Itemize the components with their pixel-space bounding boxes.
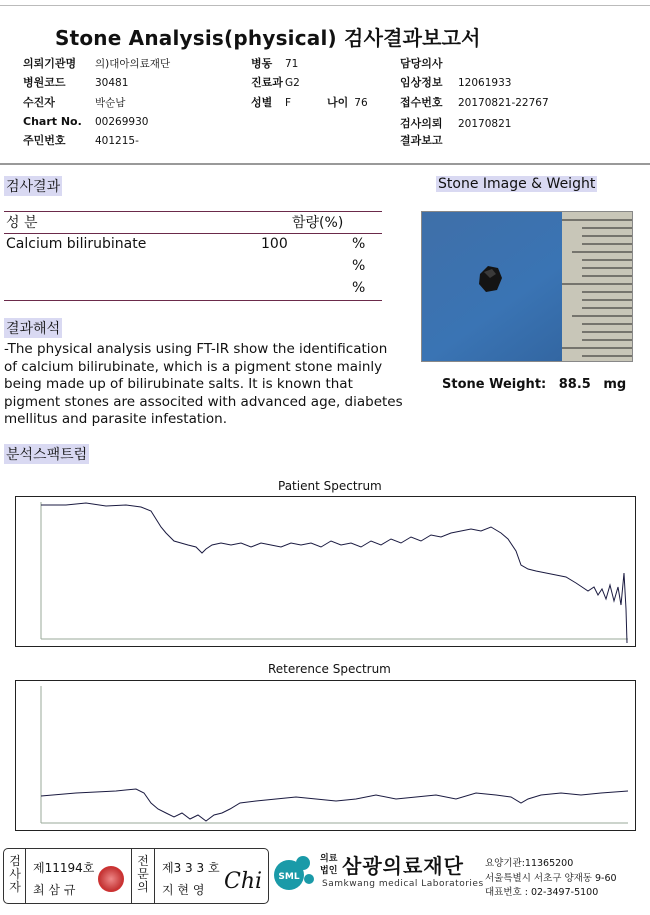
result-component: Calcium bilirubinate [6,236,147,252]
age-value: 76 [354,97,368,109]
ward-label: 병동 [251,57,273,70]
signature-divider [154,849,155,903]
institution-value: 의)대아의료재단 [95,58,171,70]
info-age [327,94,368,110]
receipt-value: 20170821-22767 [458,97,549,109]
patient-label: 수진자 [23,96,55,109]
info-chart [23,115,148,128]
stone-section-label: Stone Image & Weight [438,176,596,192]
table-header-line [4,233,382,234]
info-receipt [400,94,549,110]
org-phone: 대표번호 : 02-3497-5100 [485,887,599,898]
result-report-label: 결과보고 [400,134,443,147]
request-label: 검사의뢰 [400,117,443,130]
stone-weight-unit: mg [603,377,627,392]
stone-photo-graphic [422,212,633,362]
report-title: Stone Analysis(physical) 검사결과보고서 [55,26,481,50]
chart-value: 00269930 [95,116,149,128]
stone-weight-value: 88.5 [558,377,591,392]
result-unit: % [352,236,366,252]
results-section-label: 검사결과 [4,176,62,196]
institution-label: 의뢰기관명 [23,57,77,70]
sml-logo-icon [272,851,316,895]
info-result-report [400,132,458,148]
sex-value: F [285,97,292,109]
reference-spectrum-chart [15,680,636,831]
reference-spectrum-title: Reterence Spectrum [268,662,391,676]
age-label: 나이 [327,96,349,109]
spectrum-section-label: 분석스팩트럼 [4,444,89,464]
info-clinical [400,74,511,90]
signature-box [3,848,269,904]
result-amount: 100 [261,236,288,252]
hospital-code-label: 병원코드 [23,76,66,89]
org-name: 삼광의료재단 [342,854,464,878]
patient-spectrum-graphic [16,497,635,646]
clinical-value: 12061933 [458,77,512,89]
dept-value: G2 [285,77,300,89]
reference-spectrum-graphic [16,681,635,830]
interpretation-section-label: 결과해석 [4,318,62,338]
info-doctor [400,55,458,71]
dept-label: 진료과 [251,76,283,89]
col-amount-header: 함량(%) [292,215,344,231]
hospital-code-value: 30481 [95,77,129,89]
specialist-license: 제3 3 3 호 [162,861,220,875]
stone-photo [421,211,633,362]
stone-weight [442,377,626,392]
request-value: 20170821 [458,118,512,130]
col-component-header: 성 분 [6,215,38,231]
stone-weight-label: Stone Weight: [442,377,547,392]
org-prefix-1: 의료 [320,854,338,864]
info-request [400,115,511,131]
inspector-seal [98,866,124,892]
rrn-value: 401215- [95,135,139,147]
sml-logo [272,851,316,895]
org-english-name: Samkwang medical Laboratories [322,879,484,889]
chart-label: Chart No. [23,115,82,128]
rrn-label: 주민번호 [23,134,66,147]
info-patient [23,94,125,110]
result-unit: % [352,280,366,296]
specialist-vertical-label: 전문의 [137,854,149,894]
inspector-vertical-label: 검사자 [9,854,21,894]
patient-spectrum-chart [15,496,636,647]
specialist-name: 지 현 영 [162,883,205,897]
sex-label: 성별 [251,96,273,109]
clinical-label: 임상정보 [400,76,443,89]
signature-divider [25,849,26,903]
patient-spectrum-title: Patient Spectrum [278,479,382,493]
info-dept [251,74,300,90]
org-prefix-2: 법인 [320,866,338,876]
footer [0,846,650,915]
interpretation-text: -The physical analysis using FT-IR show the identification of calcium bilirubinate, which is a pigment stone mainly being made up of bilirubinate salts. It is known that pigment stones are associted with advanced age, diabetes mellitus and parasite infestation. [4,341,403,427]
result-unit: % [352,258,366,274]
org-address: 서울특별시 서초구 양재동 9-60 [485,873,617,884]
info-rrn [23,132,139,148]
org-code: 요양기관:11365200 [485,858,574,869]
info-institution [23,55,170,71]
header-divider [0,163,650,165]
sml-logo-text: SML [278,872,300,882]
inspector-name: 최 삼 규 [33,883,76,897]
table-bottom-line [4,300,382,301]
info-hospital-code [23,74,128,90]
info-ward [251,55,298,71]
receipt-label: 접수번호 [400,96,443,109]
info-sex [251,94,291,110]
top-border [0,0,650,6]
signature-divider [131,849,132,903]
inspector-license: 제11194호 [33,861,95,875]
ward-value: 71 [285,58,299,70]
specialist-signature: Chi [224,869,263,894]
patient-value: 박순남 [95,97,126,109]
doctor-label: 담당의사 [400,57,443,70]
